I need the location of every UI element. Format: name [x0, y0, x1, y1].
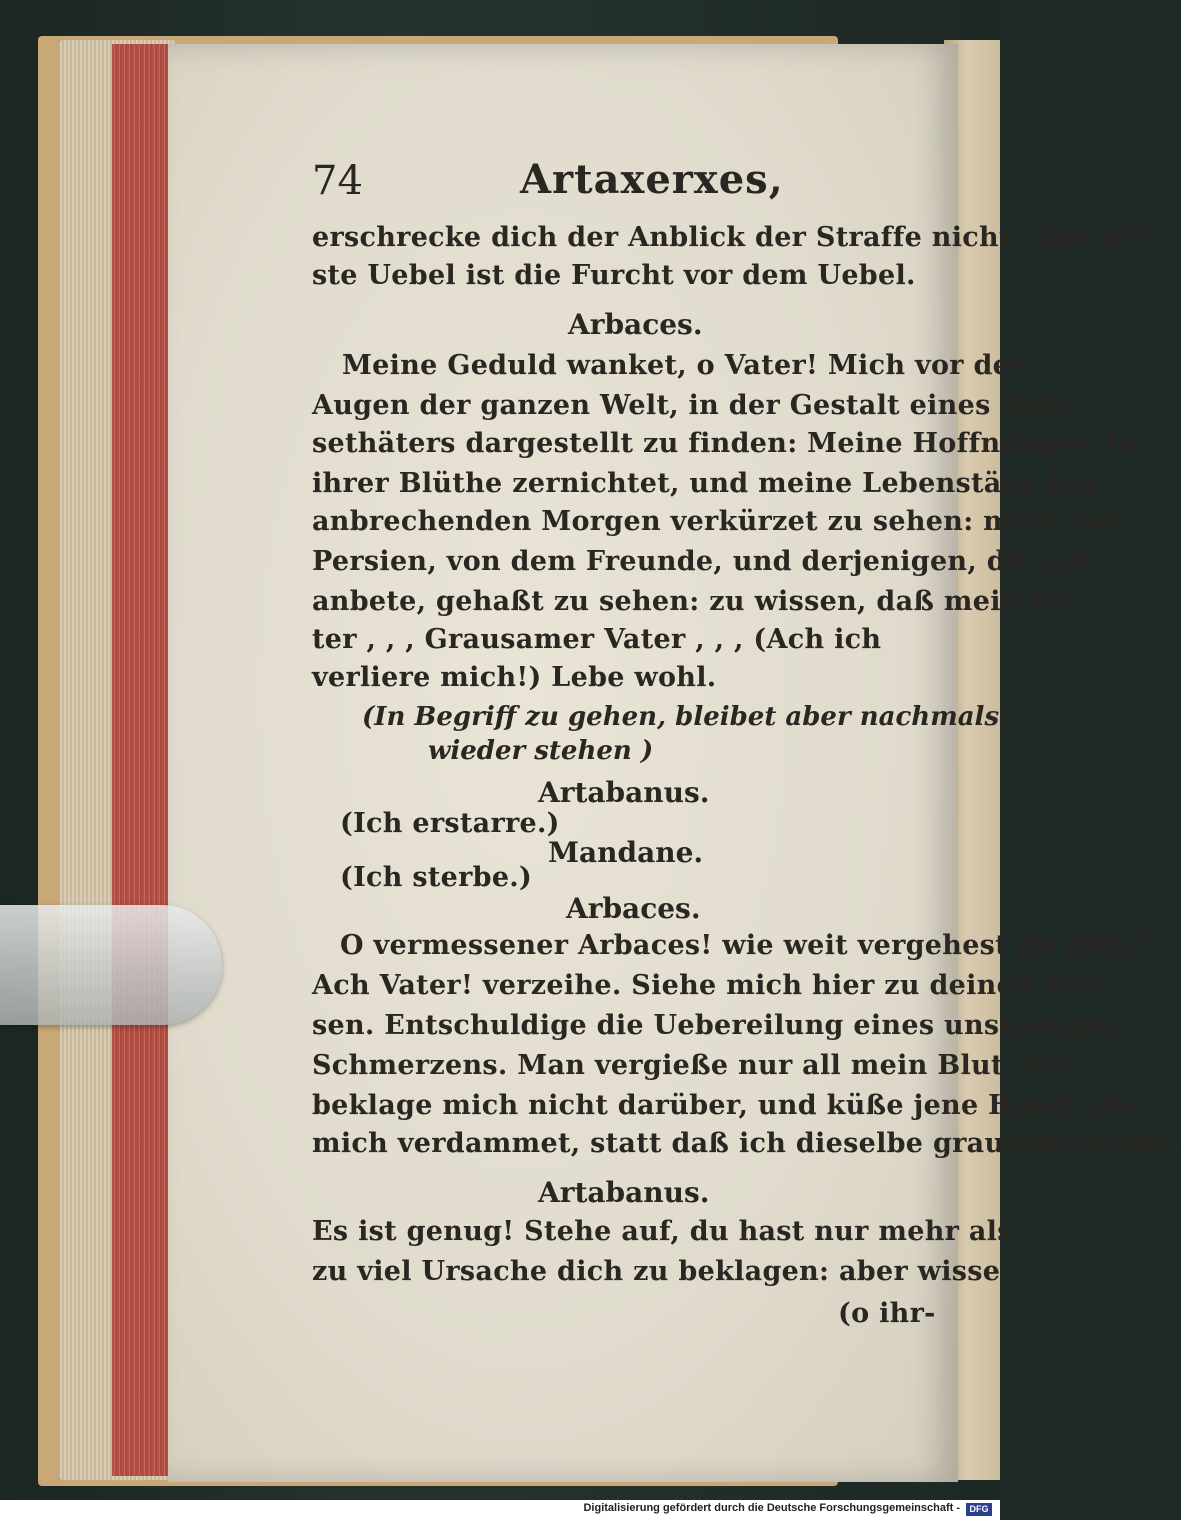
text-line: mich verdammet, statt daß ich dieselbe grausam nenne. [312, 1128, 1181, 1159]
page-number: 74 [312, 158, 363, 204]
footer-credit: Digitalisierung gefördert durch die Deutsche Forschungsgemeinschaft - [583, 1502, 960, 1514]
text-line: anbrechenden Morgen verkürzet zu sehen: mich von [312, 506, 1124, 537]
text-line: Persien, von dem Freunde, und derjenigen, die ich [312, 546, 1091, 577]
text-line: O vermessener Arbaces! wie weit vergehest du dich? [340, 930, 1149, 961]
red-page-edge [112, 44, 174, 1476]
text-line: Augen der ganzen Welt, in der Gestalt eines Miß- [312, 390, 1074, 421]
stage-direction: wieder stehen ) [428, 736, 654, 766]
catchword: (o ihr- [838, 1298, 936, 1329]
text-line: sen. Entschuldige die Uebereilung eines unsinnigen [312, 1010, 1117, 1041]
text-line: erschrecke dich der Anblick der Straffe nicht: das grö- [312, 222, 1158, 253]
speaker-artabanus: Artabanus. [538, 776, 710, 809]
text-line: verliere mich!) Lebe wohl. [312, 662, 717, 693]
text-line: ihrer Blüthe zernichtet, und meine Lebenstäge bey [312, 468, 1101, 499]
speaker-arbaces: Arbaces. [566, 892, 701, 925]
text-line: Meine Geduld wanket, o Vater! Mich vor den [342, 350, 1031, 381]
text-line: sethäters dargestellt zu finden: Meine Hoffnungen in [312, 428, 1138, 459]
text-line: Ach Vater! verzeihe. Siehe mich hier zu deinen Füs- [312, 970, 1110, 1001]
speaker-arbaces: Arbaces. [568, 308, 703, 341]
text-line: anbete, gehaßt zu sehen: zu wissen, daß mein Va- [312, 586, 1079, 617]
text-line: ste Uebel ist die Furcht vor dem Uebel. [312, 260, 916, 291]
speaker-mandane: Mandane. [548, 836, 704, 869]
stage-direction: (In Begriff zu gehen, bleibet aber nachmals [362, 702, 1000, 732]
dfg-logo-icon: DFG [966, 1503, 992, 1516]
stage-aside: (Ich erstarre.) [340, 808, 560, 839]
running-title: Artaxerxes, [520, 156, 784, 203]
text-line: beklage mich nicht darüber, und küße jene Hand, die [312, 1090, 1138, 1121]
text-line: Es ist genug! Stehe auf, du hast nur mehr als [312, 1216, 1013, 1247]
bookmark-clip [0, 905, 222, 1025]
stage-aside: (Ich sterbe.) [340, 862, 533, 893]
speaker-artabanus: Artabanus. [538, 1176, 710, 1209]
text-line: ter , , , Grausamer Vater , , , (Ach ich [312, 624, 882, 655]
footer-bar [0, 1500, 1000, 1520]
text-line: Schmerzens. Man vergieße nur all mein Blut, ich [312, 1050, 1071, 1081]
text-line: zu viel Ursache dich zu beklagen: aber wisse , , [312, 1256, 1040, 1287]
